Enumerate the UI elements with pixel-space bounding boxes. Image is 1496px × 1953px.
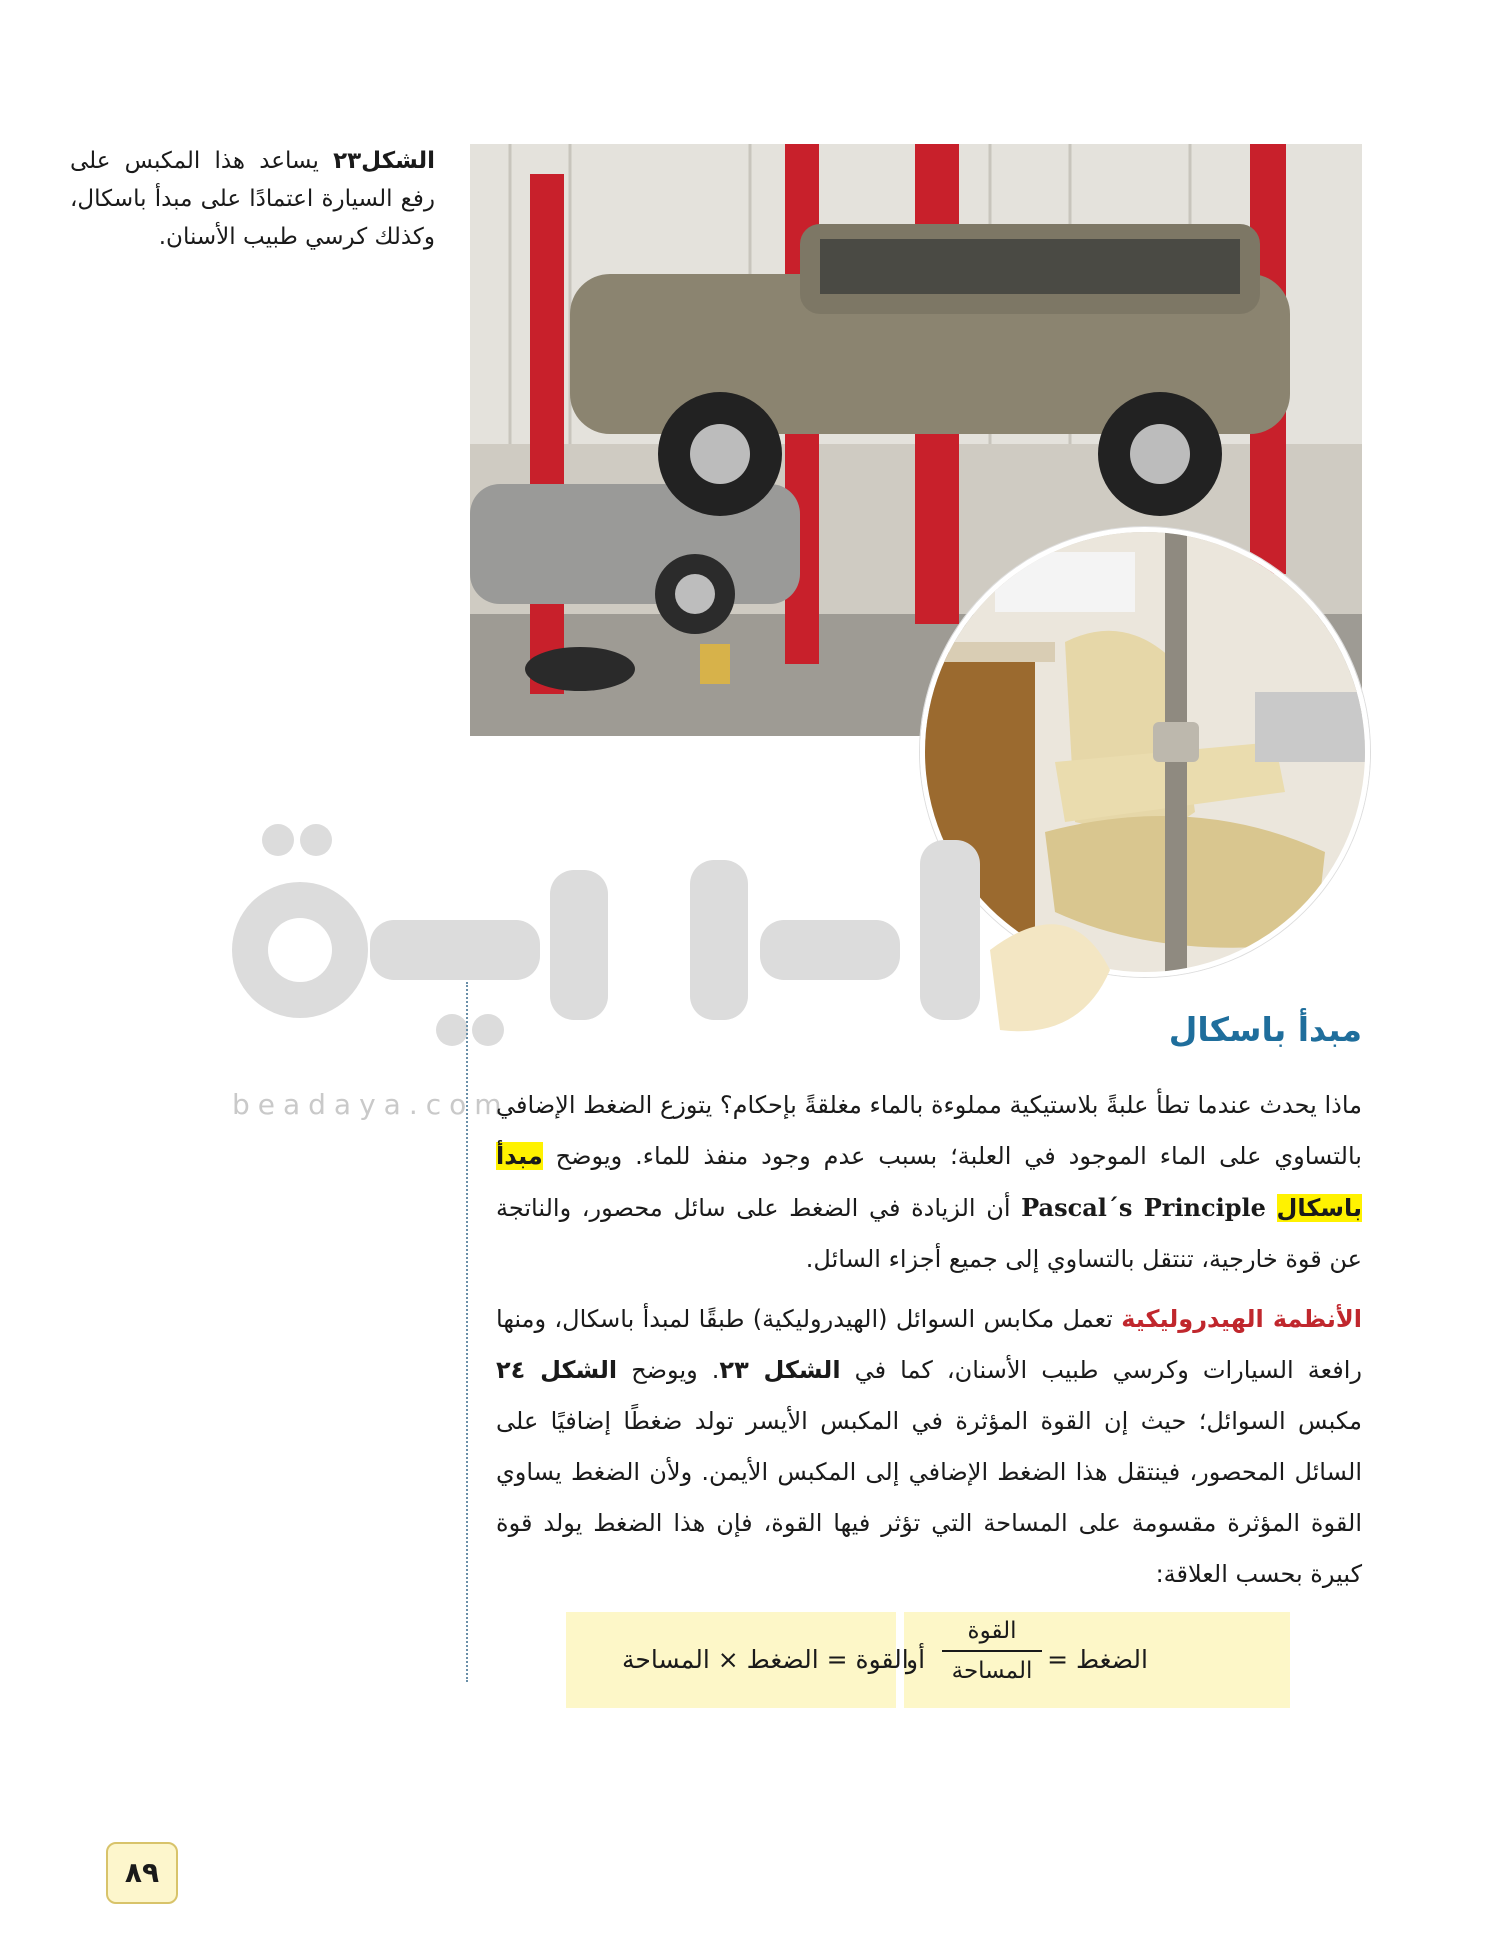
para2-sentence-3: مكبس السوائل؛ حيث إن القوة المؤثرة في المكبس الأيسر تولد ضغطًا إضافيًا على السائل المحصور، فينتقل هذا الضغط الإضافي إلى المكبس الأيمن. ولأن الضغط يساوي القوة المؤثرة مقسومة على المساحة التي تؤثر فيها القوة، فإن هذا الضغط يولد قوة كبيرة بحسب العلاقة: (496, 1407, 1362, 1588)
paragraph-pascal (496, 1080, 1362, 1285)
para1-sentence-2: أن الزيادة في الضغط على سائل محصور، والناتجة عن قوة خارجية، تنتقل بالتساوي إلى جميع أجزاء السائل. (496, 1194, 1362, 1273)
key-term-pascal: مبدأ باسكال (496, 1142, 1362, 1222)
formula-numerator: القوة (967, 1618, 1017, 1644)
formula-lhs: الضغط = (1047, 1645, 1148, 1674)
key-term-hydraulic: الأنظمة الهيدروليكية (1121, 1305, 1362, 1333)
page-number: ٨٩ (106, 1842, 178, 1904)
formula-second: القوة = الضغط × المساحة (622, 1645, 909, 1674)
paragraph-hydraulics (496, 1294, 1362, 1600)
figure-caption-text: يساعد هذا المكبس على رفع السيارة اعتمادًا على مبدأ باسكال، وكذلك كرسي طبيب الأسنان. (70, 148, 435, 250)
key-term-english: Pascal´s Principle (1021, 1193, 1266, 1222)
para1-sentence-1: ماذا يحدث عندما تطأ علبةً بلاستيكية مملوءة بالماء مغلقةً بإحكام؟ يتوزع الضغط الإضافي بالتساوي على الماء الموجود في العلبة؛ بسبب عدم وجود منفذ للماء. ويوضح (496, 1091, 1362, 1170)
watermark-url: beadaya.com (232, 1088, 510, 1121)
column-divider (466, 982, 468, 1682)
formula-denominator: المساحة (951, 1658, 1033, 1684)
figure-ref-23: الشكل ٢٣ (719, 1356, 841, 1384)
formula-fraction (942, 1618, 1042, 1684)
figure-caption (70, 142, 435, 256)
fraction-bar (942, 1650, 1042, 1652)
figure-label: الشكل٢٣ (333, 148, 436, 174)
dental-chair-photo (920, 527, 1370, 977)
figure-ref-24: الشكل ٢٤ (496, 1356, 618, 1384)
section-title: مبدأ باسكال (1168, 1010, 1362, 1049)
para2-sentence-1: تعمل مكابس السوائل (الهيدروليكية) طبقًا لمبدأ باسكال، ومنها رافعة السيارات وكرسي طبيب الأسنان، كما في (496, 1305, 1362, 1384)
para2-sentence-2: . ويوضح (631, 1356, 720, 1384)
formula-or: أو (906, 1645, 926, 1674)
